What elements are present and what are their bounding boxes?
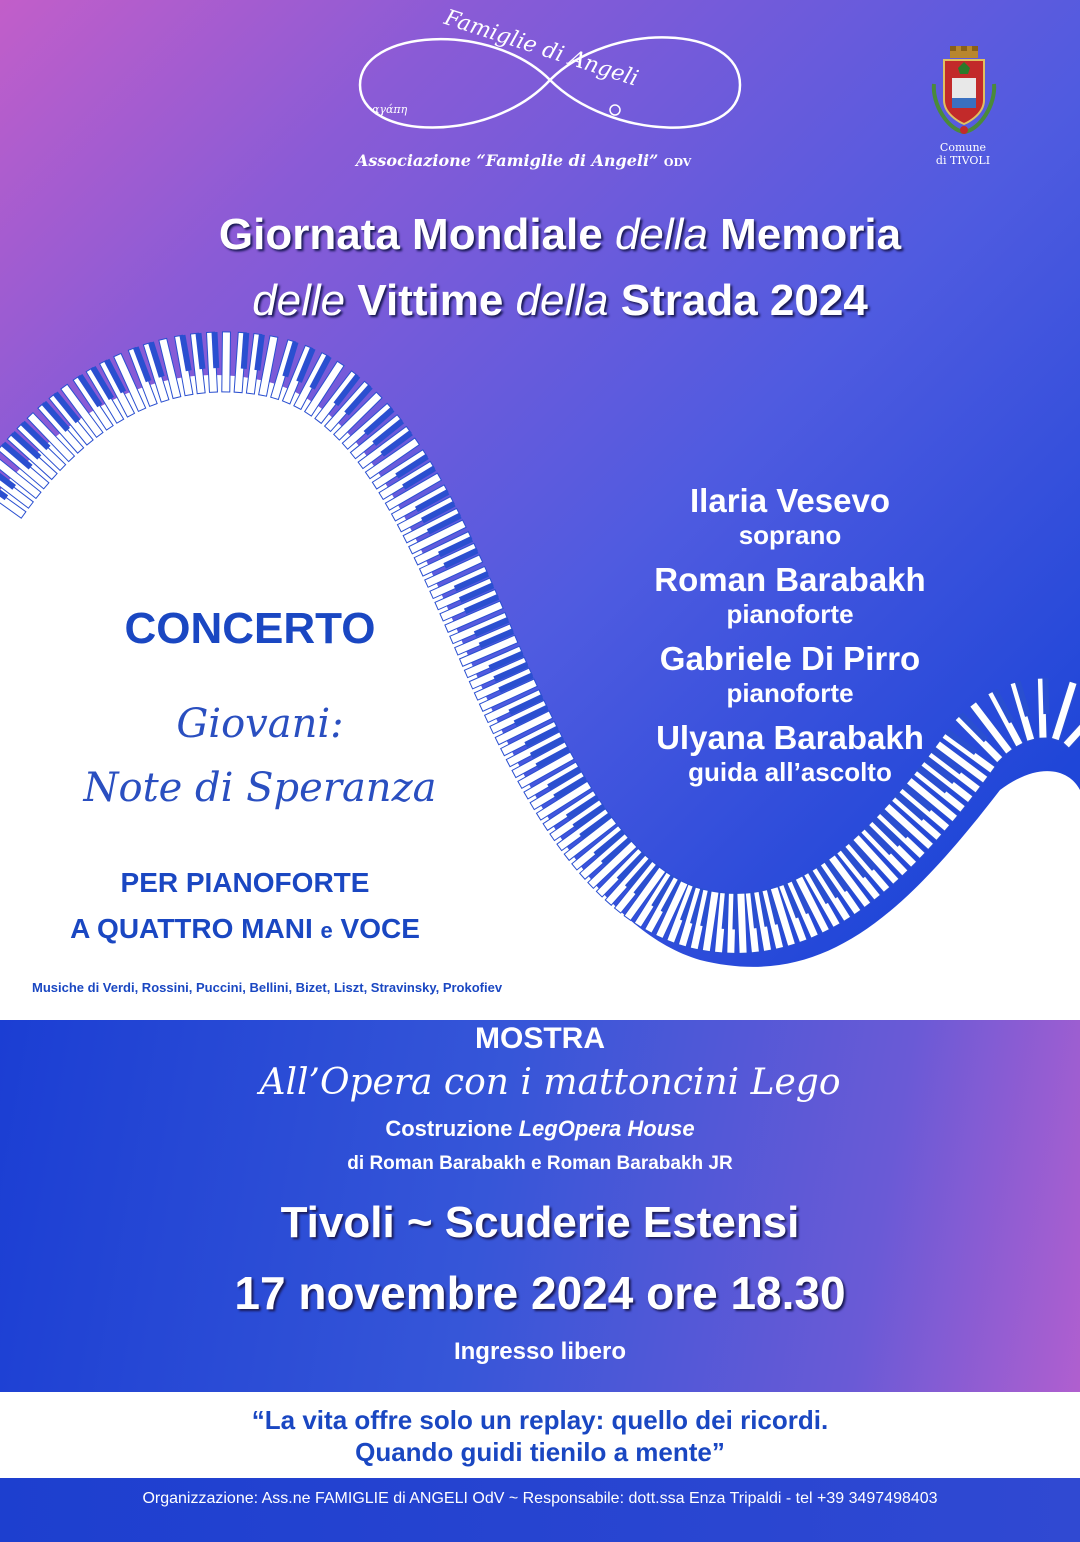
performers-list (600, 482, 980, 798)
association-label: Associazione “Famiglie di Angeli” (356, 151, 659, 170)
format-part: e (320, 918, 333, 943)
performer (600, 561, 980, 630)
construction-name: LegOpera House (518, 1116, 695, 1141)
quote-line2: Quando guidi tienilo a mente” (355, 1437, 725, 1467)
title-line2 (40, 276, 1080, 326)
comune-line1: Comune (939, 141, 987, 154)
title-word: Strada 2024 (620, 276, 868, 325)
performer-role: pianoforte (726, 599, 854, 629)
event-venue: Tivoli ~ Scuderie Estensi (280, 1198, 800, 1247)
comune-line2: di TIVOLI (935, 154, 991, 167)
format-part: A QUATTRO MANI (70, 913, 313, 944)
piano-white-key (222, 332, 231, 392)
performer-name: Ulyana Barabakh (656, 719, 924, 756)
logo-small-text: αγάπη (372, 103, 408, 116)
footer-text: Organizzazione: Ass.ne FAMIGLIE di ANGELI OdV ~ Responsabile: dott.ssa Enza Tripaldi - tel +39 3497498403 (142, 1490, 938, 1507)
exhibition-subtitle: All’Opera con i mattoncini Lego (259, 1062, 841, 1103)
title-word: Memoria (720, 210, 902, 259)
performer (600, 482, 980, 551)
performer-name: Roman Barabakh (654, 561, 926, 598)
format-part: VOCE (340, 913, 420, 944)
quote (0, 1404, 1080, 1468)
composers-list: Musiche di Verdi, Rossini, Puccini, Bellini, Bizet, Liszt, Stravinsky, Prokofiev (32, 980, 503, 995)
event-entry: Ingresso libero (453, 1338, 627, 1365)
logo-script-text: Famiglie di Angeli (441, 5, 642, 92)
title-word: Vittime (357, 276, 504, 325)
performer-name: Gabriele Di Pirro (659, 640, 921, 677)
title-word-italic: della (515, 276, 609, 325)
concert-subtitle (40, 692, 480, 820)
association-suffix: ODV (663, 156, 692, 169)
exhibition-heading: MOSTRA (475, 1022, 605, 1055)
title-word: Giornata Mondiale (218, 210, 603, 259)
concert-heading: CONCERTO (124, 604, 376, 653)
performer (600, 640, 980, 709)
association-name (356, 151, 756, 170)
concert-format-line1: PER PIANOFORTE (120, 867, 370, 898)
concert-format-line2 (10, 906, 480, 954)
piano-white-key (737, 893, 747, 953)
piano-black-key (1042, 678, 1049, 714)
concert-format (10, 860, 480, 954)
construction-label: Costruzione (385, 1116, 513, 1141)
performer-role: guida all’ascolto (688, 757, 892, 787)
tivoli-coat-of-arms-icon (928, 44, 1000, 136)
title-word-italic: delle (252, 276, 346, 325)
exhibition-construction (0, 1116, 1080, 1142)
title-word-italic: della (614, 210, 708, 259)
footer (0, 1478, 1080, 1542)
event-datetime: 17 novembre 2024 ore 18.30 (234, 1267, 846, 1319)
performer-role: pianoforte (726, 678, 854, 708)
comune-label (918, 141, 1008, 167)
performer-role: soprano (738, 520, 842, 550)
exhibition-authors: di Roman Barabakh e Roman Barabakh JR (347, 1153, 733, 1174)
concert-subtitle-line1: Giovani: (176, 701, 344, 747)
quote-line1: “La vita offre solo un replay: quello dei ricordi. (251, 1405, 829, 1435)
title-line1 (40, 210, 1080, 260)
concert-subtitle-line2: Note di Speranza (83, 765, 437, 811)
performer-name: Ilaria Vesevo (690, 482, 890, 519)
performer (600, 719, 980, 788)
